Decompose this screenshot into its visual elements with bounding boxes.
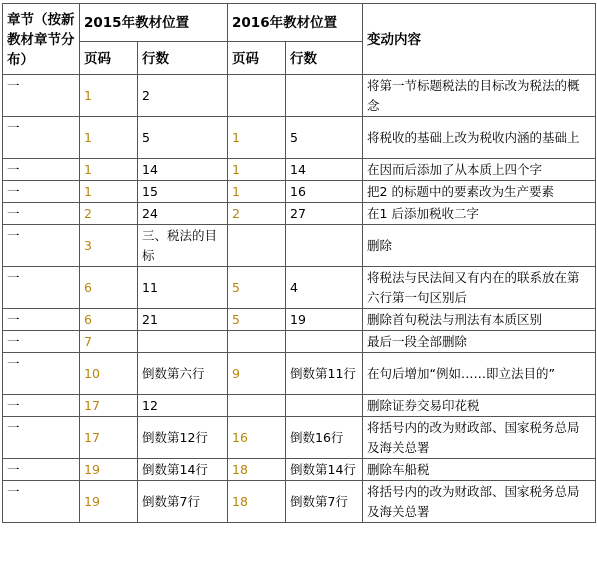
header-2015-page: 页码 [80, 42, 138, 75]
cell-2016-page [228, 225, 286, 267]
cell-change-content: 删除 [363, 225, 596, 267]
cell-2016-page: 1 [228, 117, 286, 159]
table-row [3, 459, 596, 481]
cell-chapter: 一 [3, 75, 80, 117]
table-row [3, 225, 596, 267]
cell-2015-page: 6 [80, 309, 138, 331]
cell-2016-page [228, 331, 286, 353]
table-row [3, 417, 596, 459]
table-row [3, 331, 596, 353]
cell-2016-page: 16 [228, 417, 286, 459]
header-2015-line: 行数 [138, 42, 228, 75]
header-change-content: 变动内容 [363, 4, 596, 75]
cell-2015-page: 7 [80, 331, 138, 353]
cell-2015-page: 19 [80, 459, 138, 481]
cell-2016-line: 倒数第14行 [286, 459, 363, 481]
cell-change-content: 将税收的基础上改为税收内涵的基础上 [363, 117, 596, 159]
cell-change-content: 将括号内的改为财政部、国家税务总局及海关总署 [363, 481, 596, 523]
cell-2015-line: 2 [138, 75, 228, 117]
cell-2015-line: 倒数第7行 [138, 481, 228, 523]
cell-2016-line: 27 [286, 203, 363, 225]
table-row [3, 181, 596, 203]
cell-2016-page: 18 [228, 459, 286, 481]
cell-change-content: 将税法与民法间又有内在的联系放在第六行第一句区别后 [363, 267, 596, 309]
cell-2015-line: 14 [138, 159, 228, 181]
table-row [3, 395, 596, 417]
cell-2016-line: 倒数16行 [286, 417, 363, 459]
cell-chapter: 一 [3, 181, 80, 203]
cell-2015-line: 15 [138, 181, 228, 203]
cell-2016-line: 19 [286, 309, 363, 331]
header-2016-position: 2016年教材位置 [228, 4, 363, 42]
table-row [3, 353, 596, 395]
cell-2016-page [228, 395, 286, 417]
cell-2016-line: 倒数第7行 [286, 481, 363, 523]
cell-change-content: 删除证券交易印花税 [363, 395, 596, 417]
cell-2016-line: 14 [286, 159, 363, 181]
cell-change-content: 在1 后添加税收二字 [363, 203, 596, 225]
cell-2015-line: 21 [138, 309, 228, 331]
cell-2015-page: 1 [80, 117, 138, 159]
table-row [3, 481, 596, 523]
table-row [3, 267, 596, 309]
cell-chapter: 一 [3, 395, 80, 417]
cell-change-content: 在因而后添加了从本质上四个字 [363, 159, 596, 181]
cell-2015-page: 1 [80, 75, 138, 117]
table-row [3, 309, 596, 331]
cell-2015-line: 倒数第14行 [138, 459, 228, 481]
cell-2016-page: 1 [228, 159, 286, 181]
cell-change-content: 将第一节标题税法的目标改为税法的概念 [363, 75, 596, 117]
cell-2016-line [286, 75, 363, 117]
cell-2016-line [286, 395, 363, 417]
cell-2016-page: 1 [228, 181, 286, 203]
cell-2015-page: 19 [80, 481, 138, 523]
cell-2016-line: 倒数第11行 [286, 353, 363, 395]
cell-2015-page: 1 [80, 159, 138, 181]
cell-2016-line [286, 225, 363, 267]
cell-2015-page: 10 [80, 353, 138, 395]
cell-change-content: 把2 的标题中的要素改为生产要素 [363, 181, 596, 203]
header-2015-position: 2015年教材位置 [80, 4, 228, 42]
textbook-changes-table [2, 3, 596, 523]
cell-2015-page: 17 [80, 395, 138, 417]
cell-chapter: 一 [3, 353, 80, 395]
cell-2016-page: 2 [228, 203, 286, 225]
cell-2016-page: 9 [228, 353, 286, 395]
cell-chapter: 一 [3, 309, 80, 331]
cell-chapter: 一 [3, 459, 80, 481]
cell-2016-line [286, 331, 363, 353]
cell-2016-line: 4 [286, 267, 363, 309]
table-body [3, 75, 596, 523]
cell-2015-page: 6 [80, 267, 138, 309]
cell-2015-line: 11 [138, 267, 228, 309]
cell-2015-page: 2 [80, 203, 138, 225]
cell-chapter: 一 [3, 331, 80, 353]
cell-chapter: 一 [3, 117, 80, 159]
cell-2016-page [228, 75, 286, 117]
cell-change-content: 删除首句税法与刑法有本质区别 [363, 309, 596, 331]
cell-2015-line: 12 [138, 395, 228, 417]
cell-chapter: 一 [3, 159, 80, 181]
header-chapter: 章节（按新教材章节分布） [3, 4, 80, 75]
cell-chapter: 一 [3, 203, 80, 225]
table-row [3, 117, 596, 159]
cell-2015-page: 3 [80, 225, 138, 267]
cell-2015-page: 1 [80, 181, 138, 203]
header-2016-line: 行数 [286, 42, 363, 75]
table-row [3, 159, 596, 181]
table-row [3, 203, 596, 225]
cell-2015-line: 倒数第12行 [138, 417, 228, 459]
header-2016-page: 页码 [228, 42, 286, 75]
cell-2016-line: 16 [286, 181, 363, 203]
cell-change-content: 将括号内的改为财政部、国家税务总局及海关总署 [363, 417, 596, 459]
cell-2016-page: 5 [228, 267, 286, 309]
cell-2015-line: 倒数第六行 [138, 353, 228, 395]
cell-2015-line [138, 331, 228, 353]
cell-2015-line: 三、税法的目标 [138, 225, 228, 267]
cell-2016-page: 5 [228, 309, 286, 331]
cell-chapter: 一 [3, 481, 80, 523]
table-row [3, 75, 596, 117]
cell-chapter: 一 [3, 225, 80, 267]
cell-2016-line: 5 [286, 117, 363, 159]
cell-2015-line: 24 [138, 203, 228, 225]
cell-change-content: 删除车船税 [363, 459, 596, 481]
cell-chapter: 一 [3, 417, 80, 459]
cell-2015-page: 17 [80, 417, 138, 459]
cell-change-content: 最后一段全部删除 [363, 331, 596, 353]
cell-change-content: 在句后增加“例如……即立法目的” [363, 353, 596, 395]
cell-2016-page: 18 [228, 481, 286, 523]
cell-2015-line: 5 [138, 117, 228, 159]
cell-chapter: 一 [3, 267, 80, 309]
